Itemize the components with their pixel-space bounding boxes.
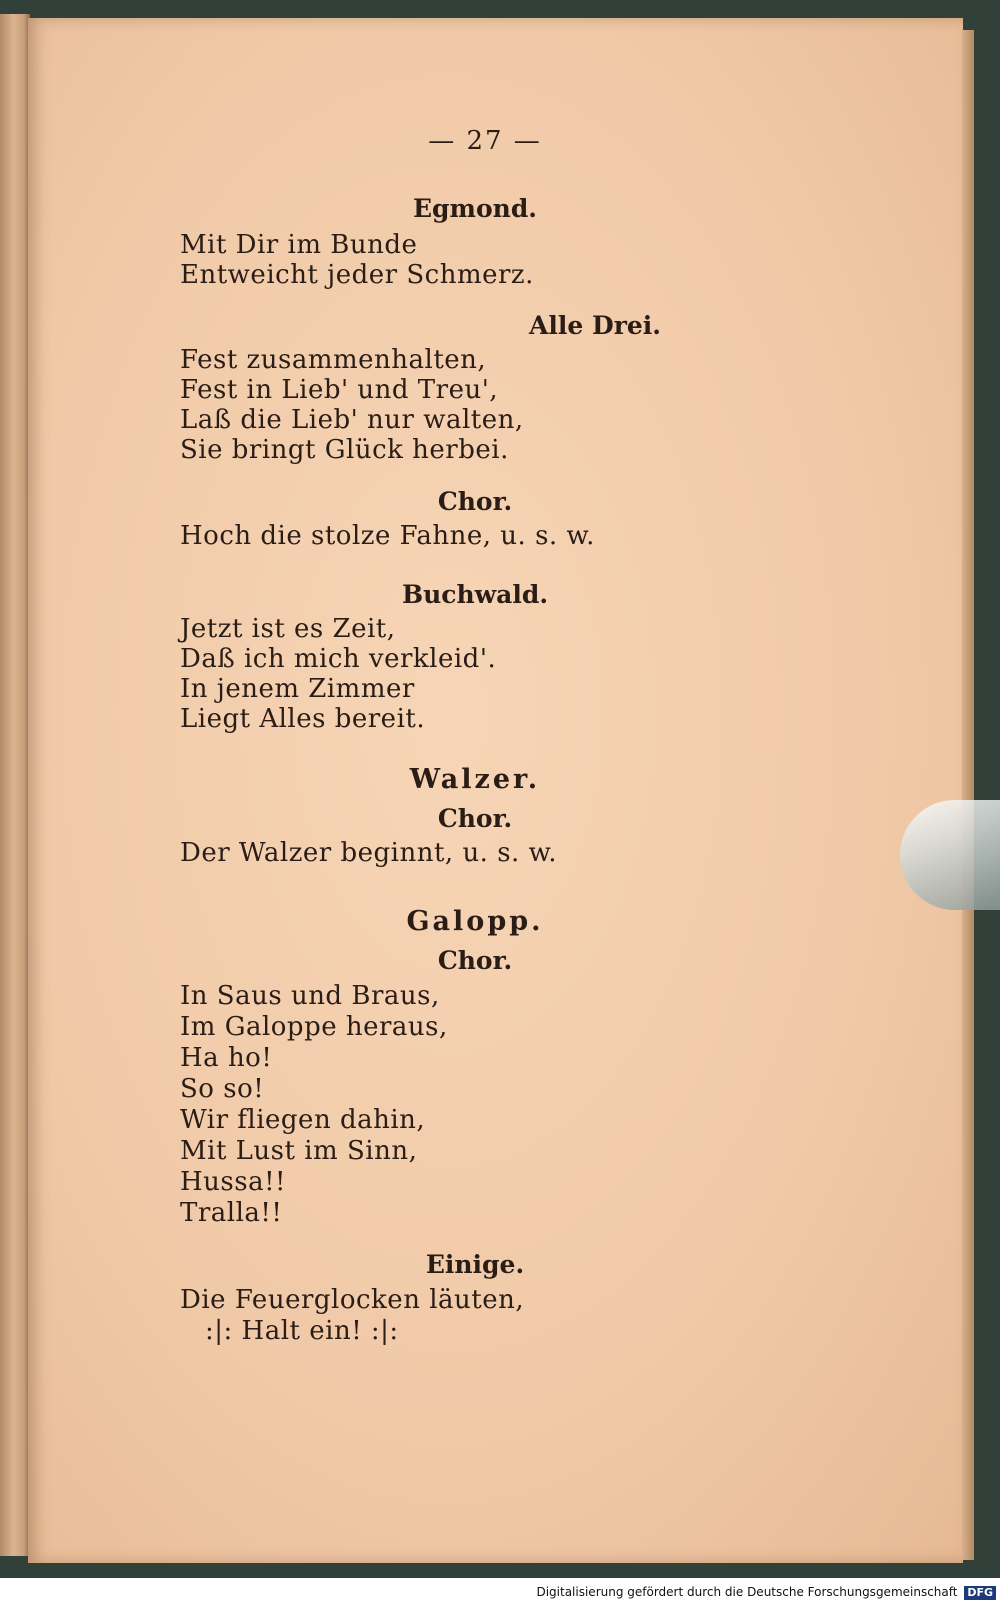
credit-text: Digitalisierung gefördert durch die Deutsche Forschungsgemeinschaft — [536, 1585, 958, 1599]
verse-line: Laß die Lieb' nur walten, — [180, 405, 524, 435]
verse-line: Im Galoppe heraus, — [180, 1012, 448, 1042]
verse-line: Wir fliegen dahin, — [180, 1105, 426, 1135]
verse-line: Fest zusammenhalten, — [180, 345, 487, 375]
verse-line: Sie bringt Glück herbei. — [180, 435, 509, 465]
speaker-buchwald: Buchwald. — [401, 580, 549, 609]
speaker-chor: Chor. — [437, 946, 513, 975]
speaker-egmond: Egmond. — [412, 194, 538, 223]
speaker-chor: Chor. — [437, 804, 513, 833]
verse-line: Fest in Lieb' und Treu', — [180, 375, 499, 405]
speaker-einige: Einige. — [425, 1250, 525, 1279]
speaker-alle-drei: Alle Drei. — [529, 311, 661, 340]
verse-line: Der Walzer beginnt, u. s. w. — [180, 838, 558, 868]
verse-line: Tralla!! — [180, 1198, 283, 1228]
verse-line: So so! — [180, 1074, 265, 1104]
section-title-galopp: Galopp. — [406, 906, 544, 937]
dfg-logo: DFG — [964, 1586, 996, 1600]
verse-line: Die Feuerglocken läuten, — [180, 1285, 525, 1315]
digitization-credit — [530, 1582, 996, 1603]
verse-line: Ha ho! — [180, 1043, 273, 1073]
verse-line: Entweicht jeder Schmerz. — [180, 260, 534, 290]
verse-line: Jetzt ist es Zeit, — [180, 614, 396, 644]
verse-line: In jenem Zimmer — [180, 674, 415, 704]
verse-line: Hussa!! — [180, 1167, 287, 1197]
verse-line: Mit Dir im Bunde — [180, 230, 418, 260]
speaker-chor: Chor. — [437, 487, 513, 516]
verse-line: Liegt Alles bereit. — [180, 704, 426, 734]
verse-line: Hoch die stolze Fahne, u. s. w. — [180, 521, 595, 551]
section-title-walzer: Walzer. — [409, 764, 541, 795]
verse-line: In Saus und Braus, — [180, 981, 440, 1011]
verse-line: Daß ich mich verkleid'. — [180, 644, 497, 674]
page-number: — 27 — — [428, 126, 542, 156]
verse-line: :|: Halt ein! :|: — [205, 1316, 399, 1346]
verse-line: Mit Lust im Sinn, — [180, 1136, 418, 1166]
